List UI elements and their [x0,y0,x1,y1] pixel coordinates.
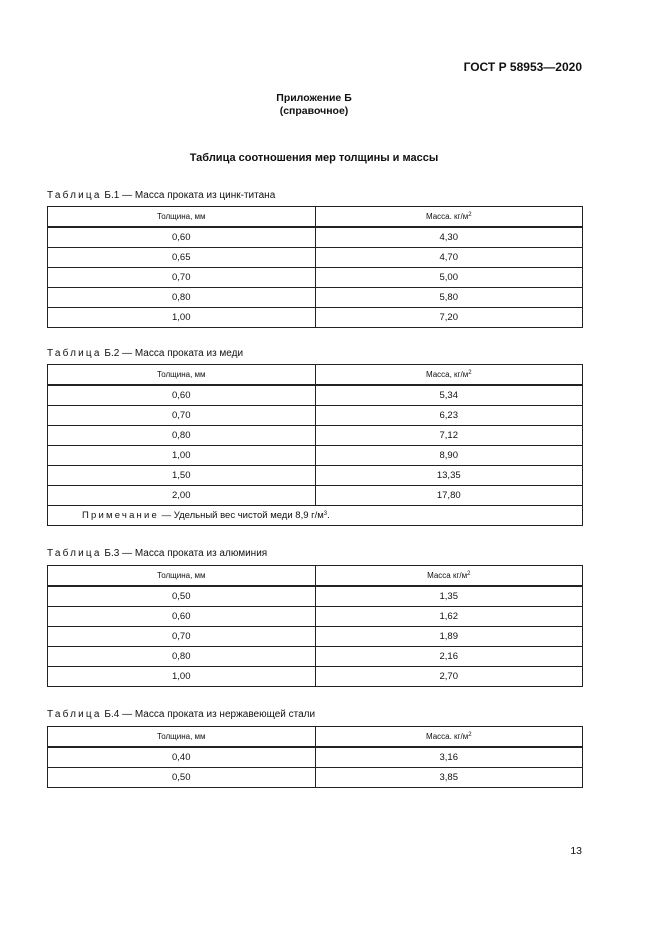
document-code: ГОСТ Р 58953—2020 [463,60,582,74]
table-caption-label: Таблица [47,548,102,559]
header-thickness: Толщина, мм [48,566,316,587]
table-row [48,308,583,328]
cell-mass: 2,16 [315,647,583,667]
note-label: Примечание [82,510,159,521]
cell-thickness: 1,00 [48,667,316,687]
table-row [48,248,583,268]
main-title: Таблица соотношения мер толщины и массы [189,152,439,164]
table-b2 [47,364,583,526]
table-header-row [48,727,583,748]
table-row [48,647,583,667]
cell-thickness: 0,70 [48,268,316,288]
cell-thickness: 1,00 [48,446,316,466]
cell-mass: 5,80 [315,288,583,308]
header-mass: Масса, $кг/м^2$ [315,365,583,386]
cell-thickness: 1,50 [48,466,316,486]
cell-thickness: 0,70 [48,406,316,426]
appendix-subtitle: (справочное) [279,105,349,117]
note-text: — Удельный вес чистой меди 8,9 г/м [161,510,324,521]
table-caption [47,190,275,201]
table-caption-label: Таблица [47,709,102,720]
cell-mass: 7,20 [315,308,583,328]
cell-mass: 5,34 [315,385,583,406]
cell-thickness: 0,80 [48,647,316,667]
table-row [48,446,583,466]
table-row [48,466,583,486]
table-caption [47,709,315,720]
header-mass: Масса. $кг/м^2$ [315,207,583,228]
cell-thickness: 2,00 [48,486,316,506]
table-row [48,227,583,248]
table-caption [47,548,267,559]
cell-mass: 17,80 [315,486,583,506]
cell-thickness: 0,50 [48,768,316,788]
header-thickness: Толщина, мм [48,727,316,748]
table-row [48,406,583,426]
cell-thickness: 0,80 [48,426,316,446]
table-caption-title: — Масса проката из цинк-титана [122,190,276,201]
header-mass: Масса $кг/м^2$ [315,566,583,587]
table-row [48,268,583,288]
cell-thickness: 0,50 [48,586,316,607]
table-header-row [48,566,583,587]
cell-thickness: 0,80 [48,288,316,308]
cell-mass: 2,70 [315,667,583,687]
table-row [48,607,583,627]
table-row [48,486,583,506]
table-row [48,288,583,308]
cell-mass: 7,12 [315,426,583,446]
cell-mass: 1,35 [315,586,583,607]
table-caption-title: — Масса проката из меди [122,348,244,359]
table-header-row [48,207,583,228]
table-caption [47,348,243,359]
cell-mass: 6,23 [315,406,583,426]
table-caption-number: Б.2 [104,348,120,359]
table-caption-title: — Масса проката из нержавеющей стали [122,709,316,720]
cell-mass: 8,90 [315,446,583,466]
cell-mass: 1,89 [315,627,583,647]
cell-mass: 3,85 [315,768,583,788]
header-thickness: Толщина, мм [48,207,316,228]
appendix-title: Приложение Б [276,92,352,104]
table-caption-label: Таблица [47,190,102,201]
table-row [48,627,583,647]
cell-mass: 4,30 [315,227,583,248]
cell-thickness: 0,60 [48,385,316,406]
table-caption-title: — Масса проката из алюминия [122,548,268,559]
header-thickness: Толщина, мм [48,365,316,386]
table-caption-number: Б.1 [104,190,120,201]
table-row [48,768,583,788]
table-row [48,385,583,406]
table-row [48,426,583,446]
cell-thickness: 1,00 [48,308,316,328]
table-row [48,747,583,768]
cell-thickness: 0,60 [48,227,316,248]
cell-mass: 1,62 [315,607,583,627]
header-mass: Масса. $кг/м^2$ [315,727,583,748]
table-caption-number: Б.3 [104,548,120,559]
table-caption-number: Б.4 [104,709,120,720]
cell-mass: 3,16 [315,747,583,768]
cell-mass: 5,00 [315,268,583,288]
cell-mass: 13,35 [315,466,583,486]
page-number: 13 [570,845,582,857]
table-row [48,667,583,687]
table-caption-label: Таблица [47,348,102,359]
table-row [48,586,583,607]
table-b4 [47,726,583,788]
cell-thickness: 0,65 [48,248,316,268]
table-header-row [48,365,583,386]
table-b1 [47,206,583,328]
table-note-row [48,506,583,526]
cell-thickness: 0,60 [48,607,316,627]
table-b3 [47,565,583,687]
cell-thickness: 0,40 [48,747,316,768]
cell-thickness: 0,70 [48,627,316,647]
table-note: Примечание — Удельный вес чистой меди 8,9 $г/м^3$. [48,506,583,526]
cell-mass: 4,70 [315,248,583,268]
appendix-heading [0,92,628,118]
